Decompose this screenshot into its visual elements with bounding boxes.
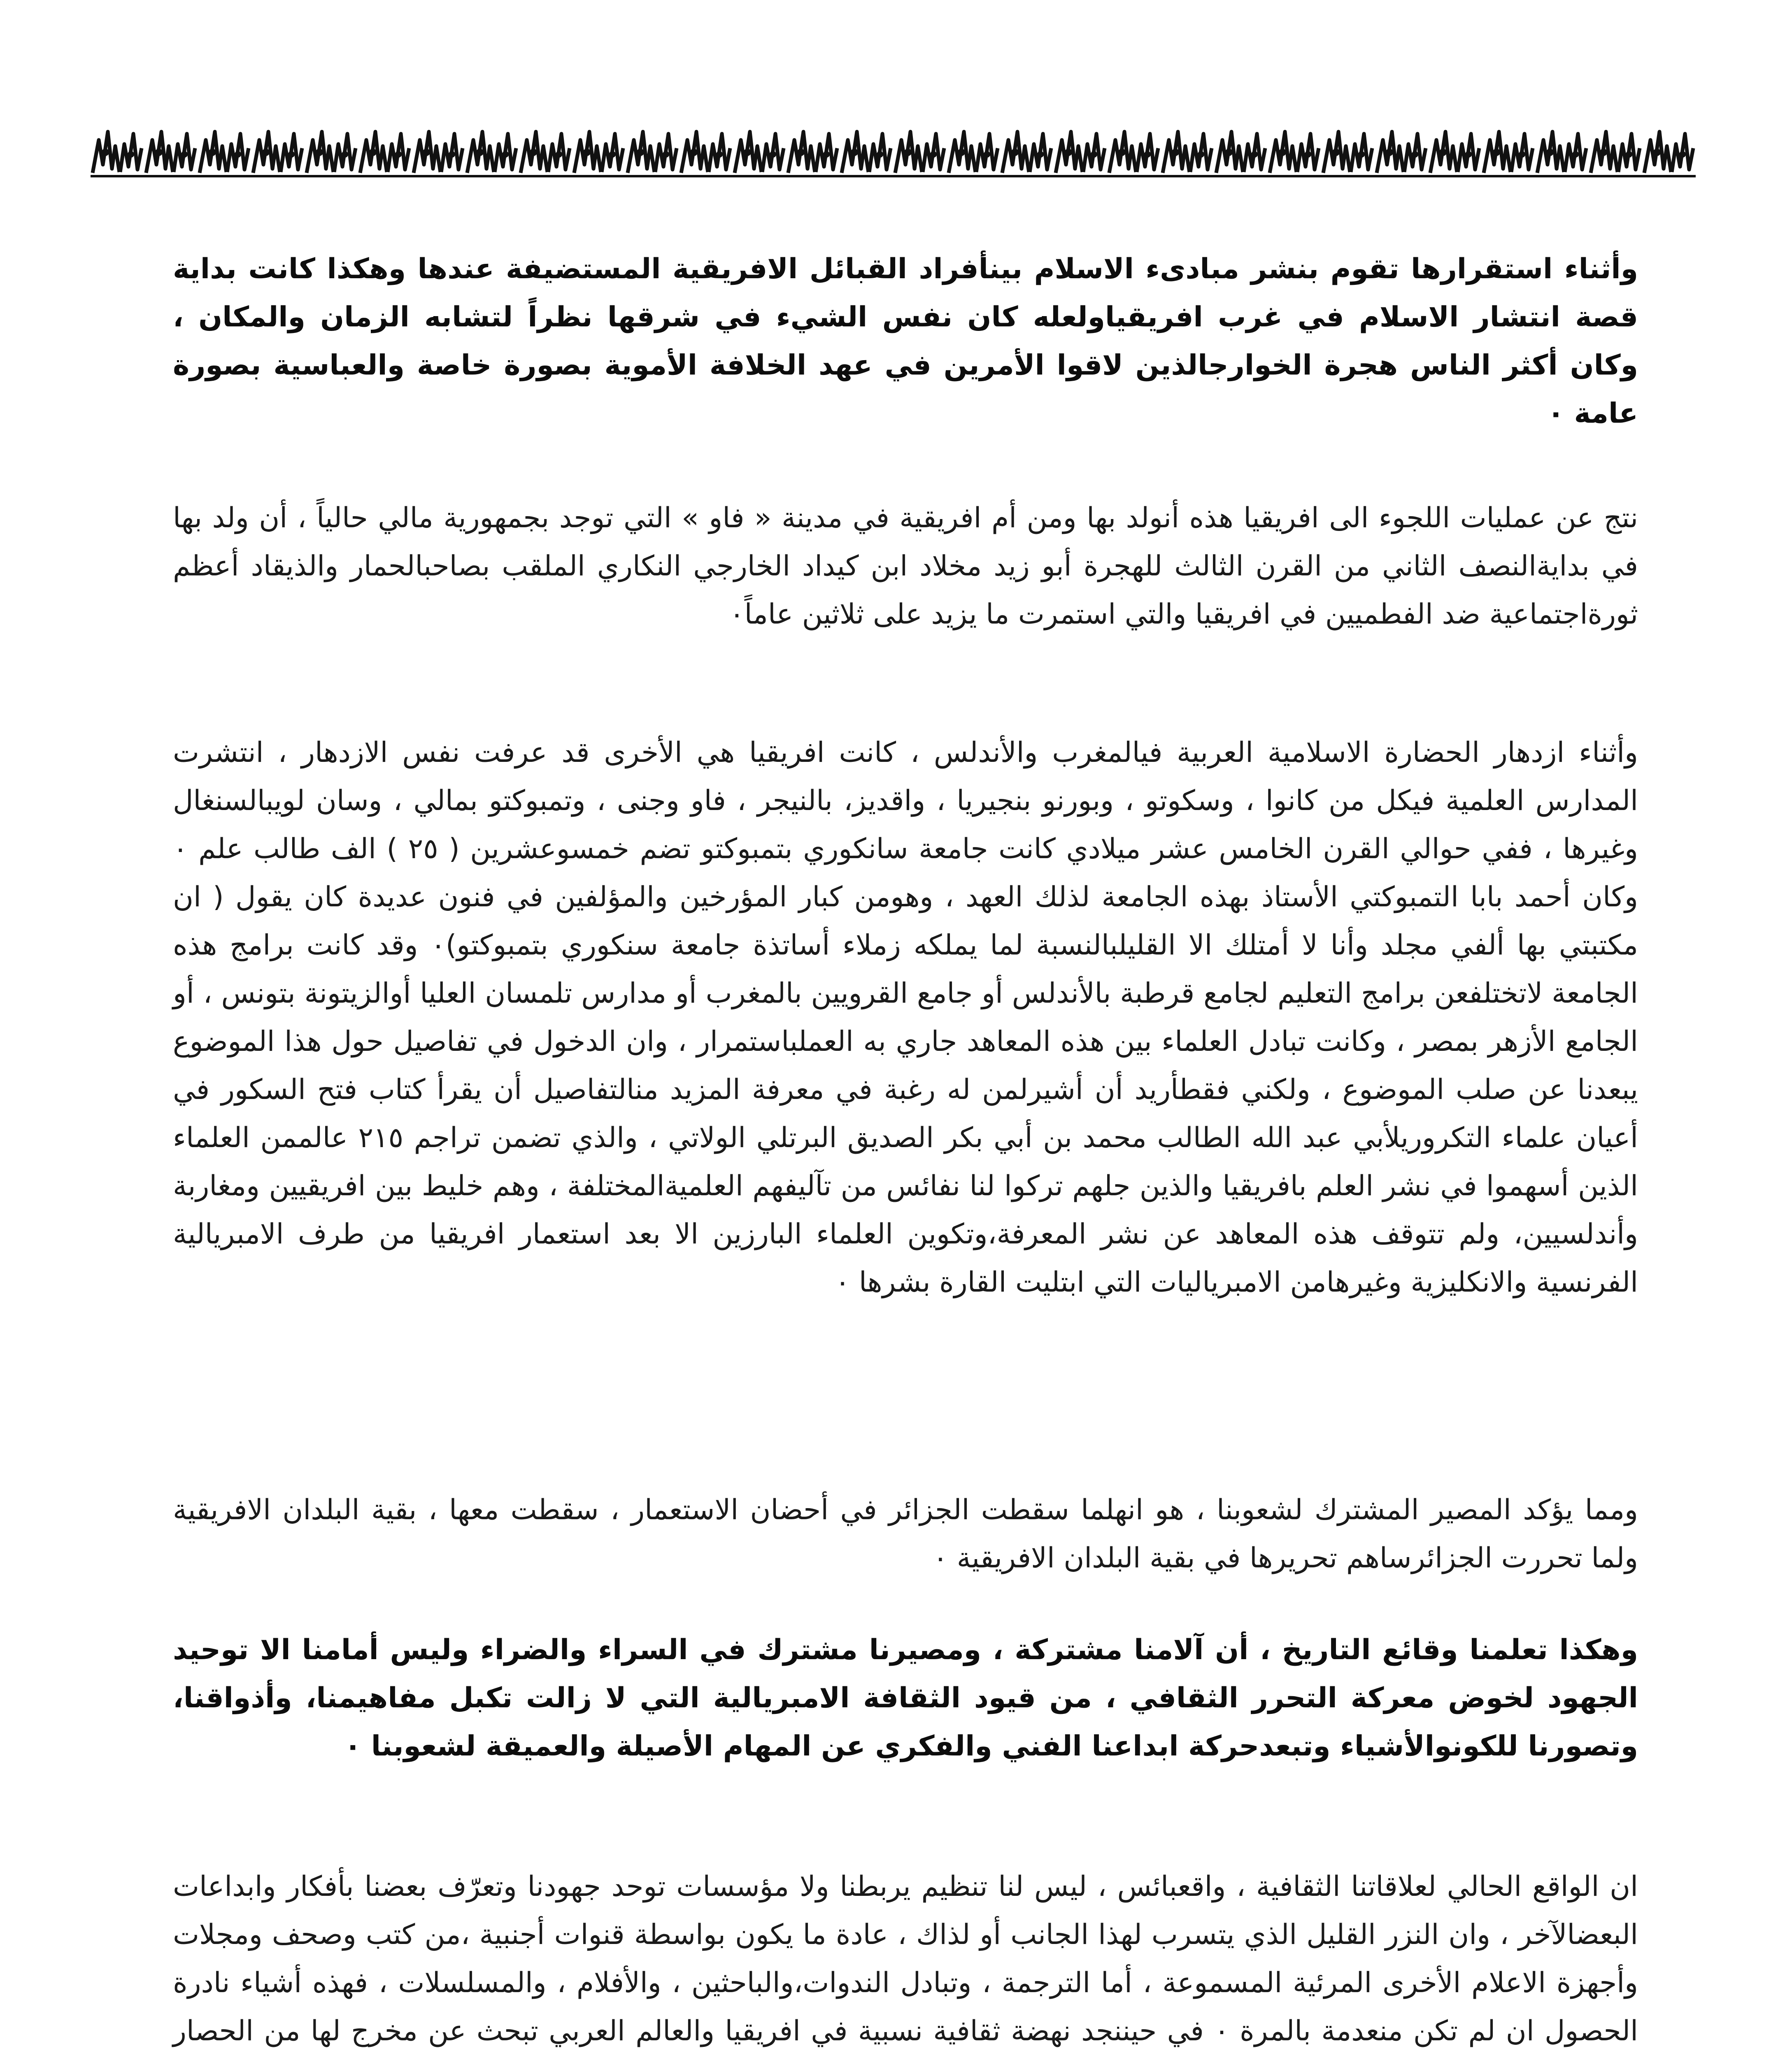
- paragraph-3: وأثناء ازدهار الحضارة الاسلامية العربية فيالمغرب والأندلس ، كانت افريقيا هي الأخرى قد عرفت نفس الازدهار ، انتشرت المدارس العلمية فيكل من كانوا ، وسكوتو ، وبورنو بنجيريا ، واقديز، بالنيجر ، فاو وجنى ، وتمبوكتو بمالي ، وسان لويبالسنغال وغيرها ، ففي حوالي القرن الخامس عشر ميلادي كانت جامعة سانكوري بتمبوكتو تضم خمسوعشرين ( ٢٥ ) الف طالب علم ٠ وكان أحمد بابا التمبوكتي الأستاذ بهذه الجامعة لذلك العهد ، وهومن كبار المؤرخين والمؤلفين في فنون عديدة كان يقول ( ان مكتبتي بها ألفي مجلد وأنا لا أمتلك الا القليلبالنسبة لما يملكه زملاء أساتذة جامعة سنكوري بتمبوكتو)٠ وقد كانت برامج هذه الجامعة لاتختلفعن برامج التعليم لجامع قرطبة بالأندلس أو جامع القرويين بالمغرب أو مدارس تلمسان العليا أوالزيتونة بتونس ، أو الجامع الأزهر بمصر ، وكانت تبادل العلماء بين هذه المعاهد جاري به العملباستمرار ، وان الدخول في تفاصيل حول هذا الموضوع يبعدنا عن صلب الموضوع ، ولكني فقطأريد أن أشيرلمن له رغبة في معرفة المزيد منالتفاصيل أن يقرأ كتاب فتح السكور في أعيان علماء التكروريلأبي عبد الله الطالب محمد بن أبي بكر الصديق البرتلي الولاتي ، والذي تضمن تراجم ٢١٥ عالممن العلماء الذين أسهموا في نشر العلم بافريقيا والذين جلهم تركوا لنا نفائس من تآليفهم العلميةالمختلفة ، وهم خليط بين افريقيين ومغاربة وأندلسيين، ولم تتوقف هذه المعاهد عن نشر المعرفة،وتكوين العلماء البارزين الا بعد استعمار افريقيا من طرف الامبريالية الفرنسية والانكليزية وغيرهامن الامبرياليات التي ابتليت القارة بشرها ٠: [173, 736, 1638, 1299]
- ornament-pattern-icon: [91, 123, 1696, 185]
- decorative-header-border: [91, 123, 1696, 185]
- paragraph-4: ومما يؤكد المصير المشترك لشعوبنا ، هو انهلما سقطت الجزائر في أحضان الاستعمار ، سقطت معها ، بقية البلدان الافريقية ولما تحررت الجزائرساهم تحريرها في بقية البلدان الافريقية ٠: [173, 1494, 1638, 1574]
- paragraph-1: وأثناء استقرارها تقوم بنشر مبادىء الاسلام بينأفراد القبائل الافريقية المستضيفة عندها وهكذا كانت بداية قصة انتشار الاسلام في غرب افريقياولعله كان نفس الشيء في شرقها نظراً لتشابه الزمان والمكان ، وكان أكثر الناس هجرة الخوارجالذين لاقوا الأمرين في عهد الخلافة الأموية بصورة خاصة والعباسية بصورة عامة ٠: [173, 253, 1638, 430]
- paragraph-2: نتج عن عمليات اللجوء الى افريقيا هذه أنولد بها ومن أم افريقية في مدينة « فاو » التي توجد بجمهورية مالي حالياً ، أن ولد بها في بدايةالنصف الثاني من القرن الثالث للهجرة أبو زيد مخلاد ابن كيداد الخارجي النكاري الملقب بصاحبالحمار والذيقاد أعظم ثورةاجتماعية ضد الفطميين في افريقيا والتي استمرت ما يزيد على ثلاثين عاماً٠: [173, 502, 1638, 631]
- paragraph-6: ان الواقع الحالي لعلاقاتنا الثقافية ، واقعبائس ، ليس لنا تنظيم يربطنا ولا مؤسسات توحد جهودنا وتعرّف بعضنا بأفكار وابداعات البعضالآخر ، وان النزر القليل الذي يتسرب لهذا الجانب أو لذاك ، عادة ما يكون بواسطة قنوات أجنبية ،من كتب وصحف ومجلات وأجهزة الاعلام الأخرى المرئية المسموعة ، أما الترجمة ، وتبادل الندوات،والباحثين ، والأفلام ، والمسلسلات ، فهذه أشياء نادرة الحصول ان لم تكن منعدمة بالمرة ٠ في حيننجد نهضة ثقافية نسبية في افريقيا والعالم العربي تبحث عن مخرج لها من الحصار: [173, 1870, 1638, 2047]
- paragraph-5: وهكذا تعلمنا وقائع التاريخ ، أن آلامنا مشتركة ، ومصيرنا مشترك في السراء والضراء وليس أمامنا الا توحيد الجهود لخوض معركة التحرر الثقافي ، من قيود الثقافة الامبريالية التي لا زالت تكبل مفاهيمنا، وأذواقنا، وتصورنا للكونوالأشياء وتبعدحركة ابداعنا الفني والفكري عن المهام الأصيلة والعميقة لشعوبنا ٠: [173, 1634, 1638, 1762]
